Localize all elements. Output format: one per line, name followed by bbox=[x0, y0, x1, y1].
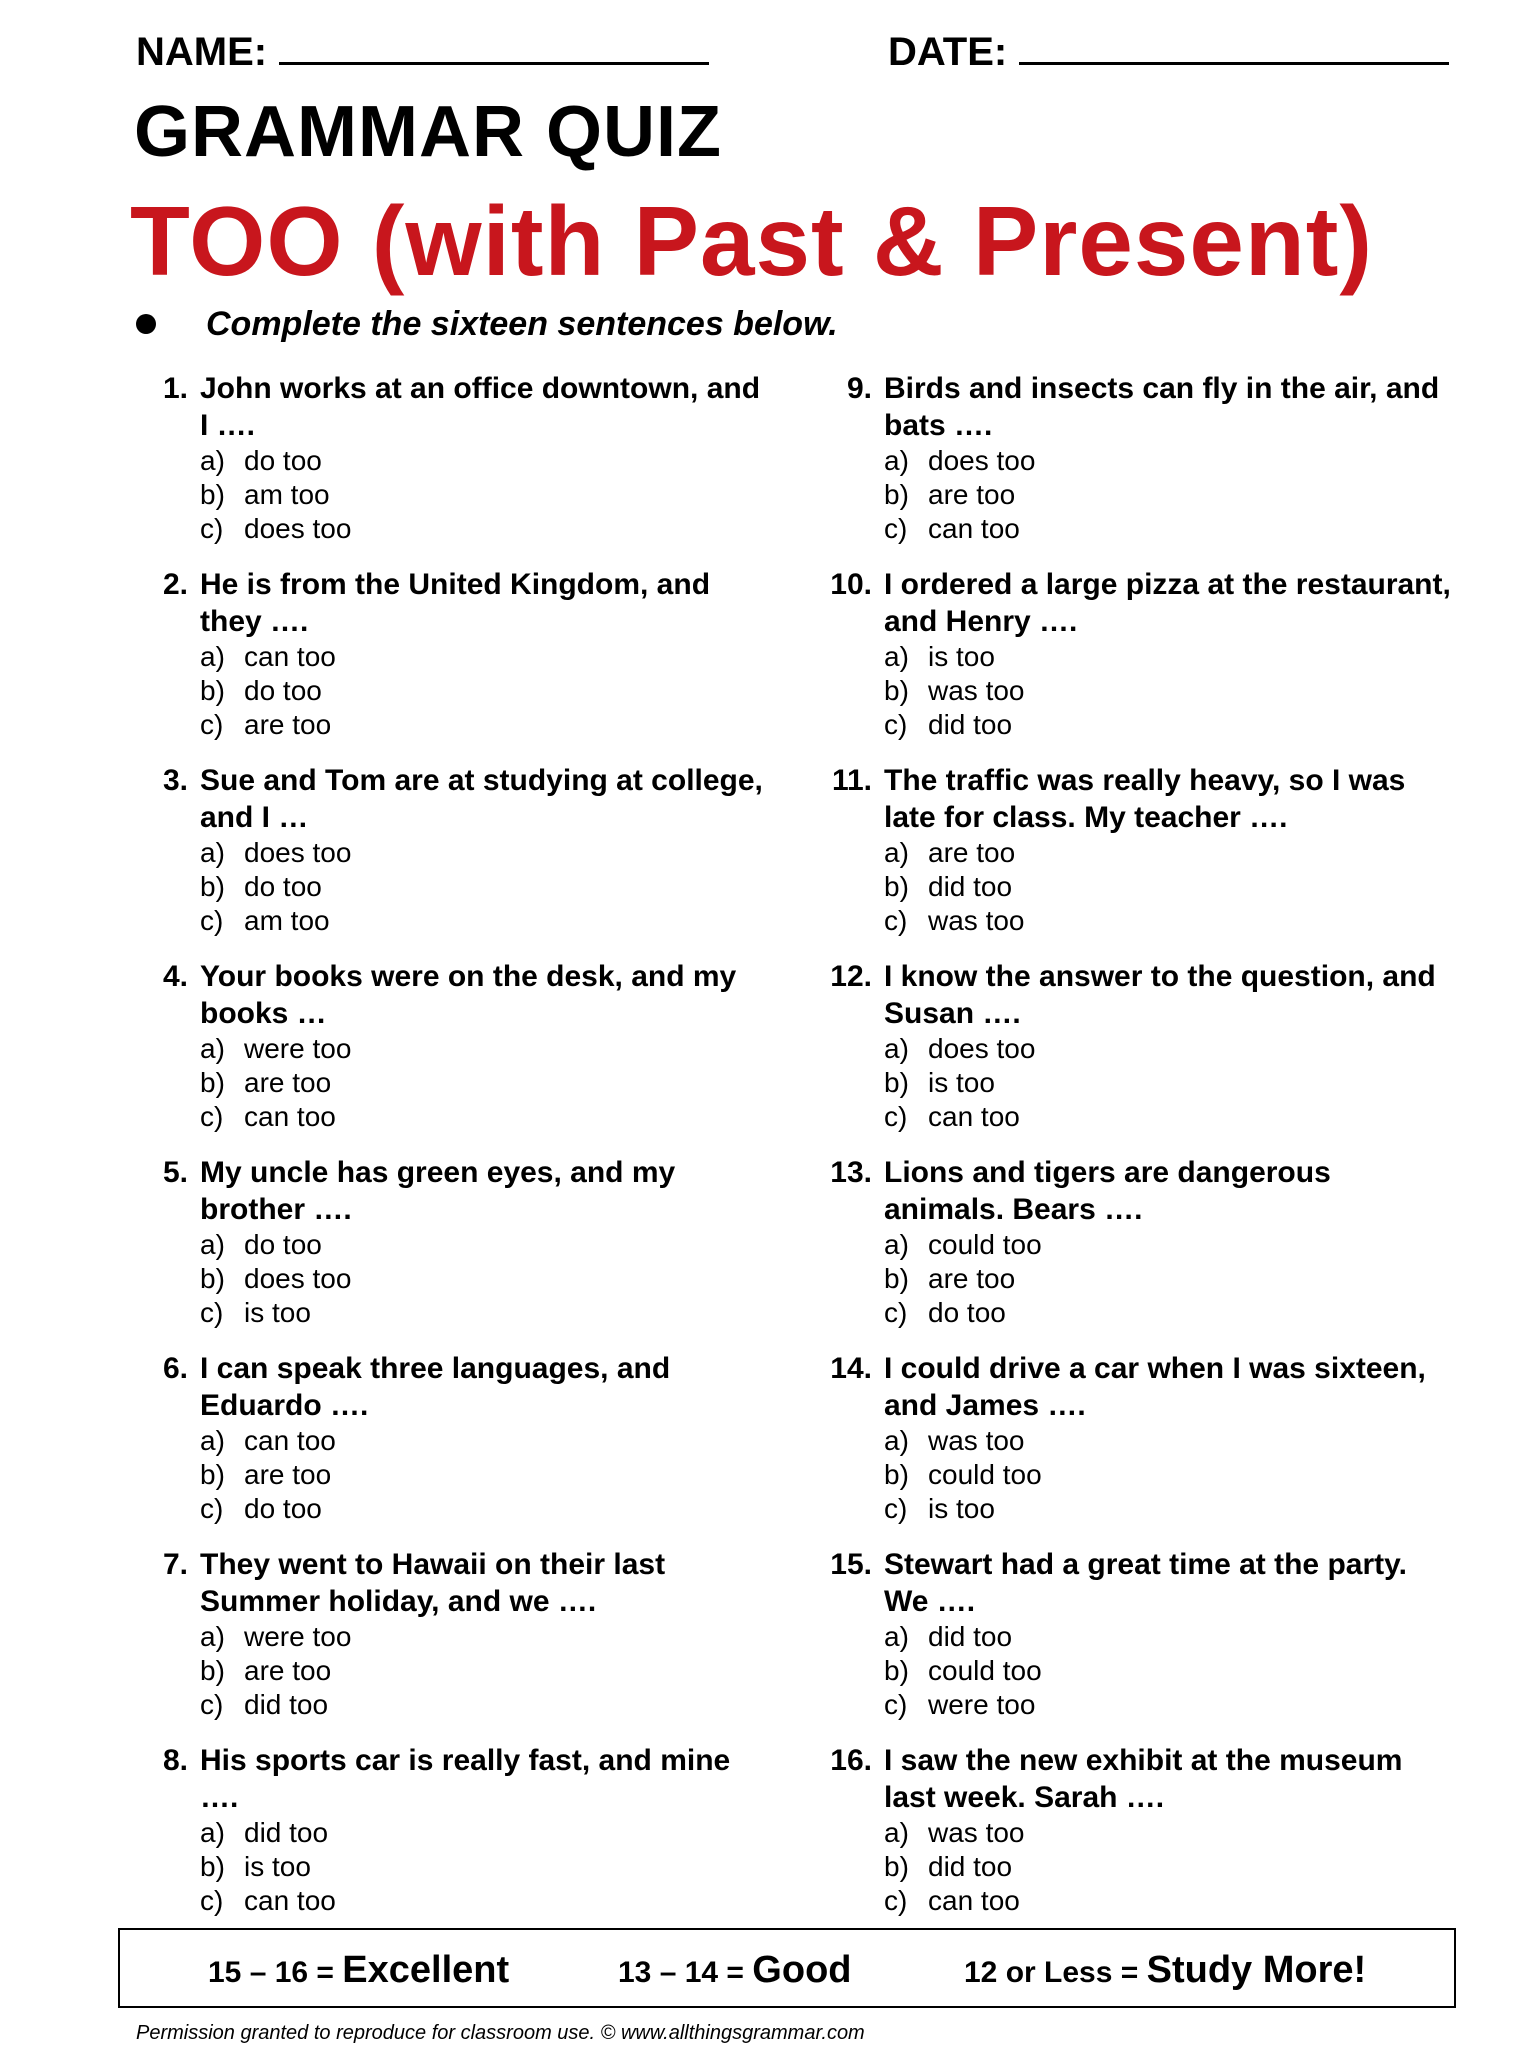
score-range: 13 – 14 = bbox=[618, 1956, 753, 1989]
question-number: 12. bbox=[830, 960, 872, 993]
question-text: Your books were on the desk, and my books … bbox=[200, 960, 737, 1030]
question-item bbox=[800, 1742, 1440, 1938]
option-text: was too bbox=[928, 1425, 1025, 1456]
answer-option bbox=[884, 1620, 1042, 1654]
option-text: do too bbox=[244, 1493, 322, 1524]
answer-option bbox=[884, 1262, 1042, 1296]
option-letter: c) bbox=[884, 1689, 908, 1720]
name-label: NAME: bbox=[136, 30, 268, 74]
question-number: 15. bbox=[830, 1548, 872, 1581]
answer-option bbox=[884, 1654, 1042, 1688]
option-text: is too bbox=[928, 1493, 995, 1524]
quiz-title: GRAMMAR QUIZ bbox=[134, 92, 722, 172]
question-item bbox=[130, 1546, 770, 1742]
answer-options bbox=[884, 1424, 1042, 1526]
answer-option bbox=[200, 1100, 351, 1134]
option-letter: a) bbox=[884, 1033, 909, 1064]
answer-options bbox=[884, 444, 1035, 546]
option-text: does too bbox=[244, 513, 352, 544]
option-letter: b) bbox=[200, 479, 225, 510]
option-text: were too bbox=[244, 1621, 352, 1652]
option-text: was too bbox=[928, 905, 1025, 936]
option-text: do too bbox=[928, 1297, 1006, 1328]
answer-option bbox=[884, 1850, 1025, 1884]
option-text: could too bbox=[928, 1459, 1042, 1490]
answer-option bbox=[200, 512, 351, 546]
option-text: is too bbox=[928, 1067, 995, 1098]
question-number: 7. bbox=[162, 1548, 188, 1581]
option-letter: a) bbox=[884, 641, 909, 672]
option-text: do too bbox=[244, 675, 322, 706]
answer-option bbox=[884, 1458, 1042, 1492]
header-row bbox=[136, 22, 1446, 82]
option-text: are too bbox=[928, 479, 1016, 510]
option-letter: b) bbox=[200, 1851, 225, 1882]
option-text: did too bbox=[244, 1689, 329, 1720]
option-letter: b) bbox=[200, 871, 225, 902]
option-letter: c) bbox=[200, 1297, 224, 1328]
answer-option bbox=[884, 1296, 1042, 1330]
answer-option bbox=[200, 1424, 336, 1458]
option-text: can too bbox=[244, 1101, 336, 1132]
option-text: can too bbox=[244, 641, 336, 672]
answer-options bbox=[884, 1228, 1042, 1330]
option-text: are too bbox=[244, 1067, 332, 1098]
question-text: I saw the new exhibit at the museum last week. Sarah …. bbox=[884, 1744, 1403, 1814]
score-range: 12 or Less = bbox=[964, 1956, 1147, 1989]
option-text: am too bbox=[244, 905, 330, 936]
option-text: could too bbox=[928, 1229, 1042, 1260]
answer-option bbox=[200, 904, 351, 938]
answer-option bbox=[200, 1620, 351, 1654]
option-letter: b) bbox=[200, 675, 225, 706]
option-text: do too bbox=[244, 871, 322, 902]
question-number: 1. bbox=[162, 372, 188, 405]
question-item bbox=[130, 566, 770, 762]
option-text: is too bbox=[244, 1851, 311, 1882]
option-letter: a) bbox=[200, 1817, 225, 1848]
option-letter: b) bbox=[884, 675, 909, 706]
option-letter: c) bbox=[884, 1297, 908, 1328]
permission-footer: Permission granted to reproduce for classroom use. © www.allthingsgrammar.com bbox=[136, 2022, 865, 2044]
answer-option bbox=[884, 904, 1025, 938]
option-letter: a) bbox=[884, 1621, 909, 1652]
option-text: are too bbox=[244, 1655, 332, 1686]
option-letter: a) bbox=[884, 1425, 909, 1456]
name-field bbox=[136, 22, 709, 82]
option-letter: a) bbox=[200, 1425, 225, 1456]
option-text: do too bbox=[244, 445, 322, 476]
answer-option bbox=[200, 1816, 336, 1850]
question-text: I can speak three languages, and Eduardo …. bbox=[200, 1352, 671, 1422]
question-text: I ordered a large pizza at the restaurant, and Henry …. bbox=[884, 568, 1451, 638]
answer-option bbox=[884, 512, 1035, 546]
scoring-box bbox=[118, 1928, 1456, 2008]
answer-option bbox=[200, 1032, 351, 1066]
name-blank-line bbox=[279, 22, 709, 65]
answer-option bbox=[884, 1228, 1042, 1262]
question-number: 16. bbox=[830, 1744, 872, 1777]
option-letter: a) bbox=[200, 1621, 225, 1652]
question-text: I could drive a car when I was sixteen, and James …. bbox=[884, 1352, 1426, 1422]
option-text: were too bbox=[244, 1033, 352, 1064]
option-text: did too bbox=[928, 1851, 1013, 1882]
option-letter: c) bbox=[884, 513, 908, 544]
questions-column-right bbox=[800, 370, 1451, 1938]
answer-option bbox=[884, 674, 1025, 708]
question-text: My uncle has green eyes, and my brother …. bbox=[200, 1156, 676, 1226]
option-letter: b) bbox=[200, 1067, 225, 1098]
question-item bbox=[130, 958, 770, 1154]
option-text: do too bbox=[244, 1229, 322, 1260]
option-text: is too bbox=[928, 641, 995, 672]
question-text: Stewart had a great time at the party. We …. bbox=[884, 1548, 1407, 1618]
option-letter: c) bbox=[200, 709, 224, 740]
answer-option bbox=[200, 1492, 336, 1526]
answer-option bbox=[884, 708, 1025, 742]
option-text: could too bbox=[928, 1655, 1042, 1686]
question-text: The traffic was really heavy, so I was late for class. My teacher …. bbox=[884, 764, 1406, 834]
answer-options bbox=[200, 836, 351, 938]
score-study-more bbox=[964, 1930, 1366, 2018]
question-item bbox=[800, 1154, 1440, 1350]
question-number: 2. bbox=[162, 568, 188, 601]
answer-option bbox=[884, 836, 1025, 870]
question-number: 13. bbox=[830, 1156, 872, 1189]
option-letter: b) bbox=[884, 1655, 909, 1686]
answer-option bbox=[884, 640, 1025, 674]
option-letter: c) bbox=[884, 1101, 908, 1132]
option-letter: b) bbox=[200, 1263, 225, 1294]
option-text: can too bbox=[928, 1885, 1020, 1916]
question-text: His sports car is really fast, and mine …. bbox=[200, 1744, 731, 1814]
date-label: DATE: bbox=[888, 30, 1008, 74]
answer-options bbox=[884, 640, 1025, 742]
question-number: 11. bbox=[831, 764, 872, 797]
question-text: I know the answer to the question, and Susan …. bbox=[884, 960, 1436, 1030]
option-text: was too bbox=[928, 1817, 1025, 1848]
question-item bbox=[130, 1350, 770, 1546]
answer-option bbox=[200, 1262, 351, 1296]
question-text: Lions and tigers are dangerous animals. Bears …. bbox=[884, 1156, 1331, 1226]
score-good bbox=[618, 1930, 852, 2018]
option-letter: a) bbox=[200, 1229, 225, 1260]
answer-option bbox=[884, 1100, 1035, 1134]
answer-option bbox=[884, 870, 1025, 904]
question-text: He is from the United Kingdom, and they …. bbox=[200, 568, 711, 638]
option-letter: b) bbox=[884, 1263, 909, 1294]
answer-option bbox=[200, 708, 336, 742]
question-item bbox=[130, 1154, 770, 1350]
option-letter: b) bbox=[884, 871, 909, 902]
question-number: 9. bbox=[846, 372, 872, 405]
question-number: 14. bbox=[830, 1352, 872, 1385]
option-letter: a) bbox=[884, 837, 909, 868]
option-letter: c) bbox=[200, 905, 224, 936]
question-number: 8. bbox=[162, 1744, 188, 1777]
answer-option bbox=[200, 1688, 351, 1722]
answer-option bbox=[200, 870, 351, 904]
score-grade: Study More! bbox=[1146, 1949, 1367, 1991]
option-text: can too bbox=[928, 1101, 1020, 1132]
option-letter: b) bbox=[884, 1851, 909, 1882]
answer-option bbox=[884, 1884, 1025, 1918]
question-item bbox=[800, 1546, 1440, 1742]
option-text: does too bbox=[244, 1263, 352, 1294]
score-excellent bbox=[208, 1930, 509, 2018]
question-text: Sue and Tom are at studying at college, and I … bbox=[200, 764, 763, 834]
option-text: are too bbox=[244, 1459, 332, 1490]
answer-option bbox=[884, 1066, 1035, 1100]
option-letter: c) bbox=[200, 1101, 224, 1132]
score-grade: Good bbox=[752, 1949, 852, 1991]
option-letter: c) bbox=[200, 1689, 224, 1720]
option-text: can too bbox=[928, 513, 1020, 544]
question-number: 3. bbox=[162, 764, 188, 797]
answer-option bbox=[200, 1458, 336, 1492]
question-item bbox=[800, 1350, 1440, 1546]
question-item bbox=[800, 762, 1440, 958]
answer-options bbox=[200, 1620, 351, 1722]
answer-option bbox=[200, 1066, 351, 1100]
option-text: is too bbox=[244, 1297, 311, 1328]
answer-option bbox=[200, 478, 351, 512]
option-text: does too bbox=[244, 837, 352, 868]
answer-option bbox=[200, 1850, 336, 1884]
score-grade: Excellent bbox=[342, 1949, 510, 1991]
answer-options bbox=[200, 1032, 351, 1134]
question-item bbox=[130, 370, 770, 566]
option-text: can too bbox=[244, 1885, 336, 1916]
option-letter: b) bbox=[884, 1459, 909, 1490]
option-letter: b) bbox=[200, 1459, 225, 1490]
question-number: 4. bbox=[162, 960, 188, 993]
answer-options bbox=[884, 1032, 1035, 1134]
bullet-icon bbox=[136, 314, 156, 334]
answer-option bbox=[884, 1424, 1042, 1458]
option-letter: a) bbox=[200, 445, 225, 476]
option-text: did too bbox=[928, 871, 1013, 902]
answer-options bbox=[200, 640, 336, 742]
question-item bbox=[800, 566, 1451, 762]
answer-options bbox=[200, 444, 351, 546]
question-item bbox=[130, 762, 770, 958]
option-text: are too bbox=[928, 837, 1016, 868]
option-letter: a) bbox=[200, 1033, 225, 1064]
option-text: does too bbox=[928, 445, 1036, 476]
option-letter: c) bbox=[884, 1493, 908, 1524]
option-text: can too bbox=[244, 1425, 336, 1456]
answer-option bbox=[200, 444, 351, 478]
question-item bbox=[130, 1742, 770, 1938]
quiz-subtitle: TOO (with Past & Present) bbox=[130, 186, 1373, 296]
option-letter: a) bbox=[200, 837, 225, 868]
option-letter: a) bbox=[884, 445, 909, 476]
answer-option bbox=[200, 674, 336, 708]
answer-option bbox=[200, 836, 351, 870]
questions-column-left bbox=[130, 370, 770, 1938]
answer-option bbox=[200, 1654, 351, 1688]
question-text: Birds and insects can fly in the air, and bats …. bbox=[884, 372, 1440, 442]
instruction bbox=[136, 302, 838, 346]
answer-option bbox=[200, 1228, 351, 1262]
answer-option bbox=[884, 1492, 1042, 1526]
option-letter: c) bbox=[200, 513, 224, 544]
option-text: did too bbox=[928, 709, 1013, 740]
option-text: am too bbox=[244, 479, 330, 510]
option-letter: a) bbox=[200, 641, 225, 672]
answer-options bbox=[884, 1816, 1025, 1918]
option-text: did too bbox=[928, 1621, 1013, 1652]
answer-option bbox=[884, 478, 1035, 512]
answer-option bbox=[200, 1884, 336, 1918]
option-text: does too bbox=[928, 1033, 1036, 1064]
option-letter: c) bbox=[884, 709, 908, 740]
answer-option bbox=[884, 1816, 1025, 1850]
instruction-text: Complete the sixteen sentences below. bbox=[206, 305, 838, 343]
answer-options bbox=[200, 1424, 336, 1526]
option-text: did too bbox=[244, 1817, 329, 1848]
option-letter: c) bbox=[884, 1885, 908, 1916]
option-letter: b) bbox=[884, 479, 909, 510]
answer-option bbox=[884, 1032, 1035, 1066]
question-item bbox=[800, 958, 1440, 1154]
option-text: were too bbox=[928, 1689, 1036, 1720]
answer-options bbox=[884, 836, 1025, 938]
question-item bbox=[800, 370, 1440, 566]
answer-option bbox=[884, 1688, 1042, 1722]
answer-option bbox=[884, 444, 1035, 478]
answer-option bbox=[200, 640, 336, 674]
question-text: They went to Hawaii on their last Summer holiday, and we …. bbox=[200, 1548, 666, 1618]
answer-option bbox=[200, 1296, 351, 1330]
option-letter: a) bbox=[884, 1817, 909, 1848]
date-field bbox=[888, 22, 1449, 82]
answer-options bbox=[884, 1620, 1042, 1722]
option-text: are too bbox=[244, 709, 332, 740]
question-number: 6. bbox=[162, 1352, 188, 1385]
answer-options bbox=[200, 1816, 336, 1918]
option-letter: b) bbox=[200, 1655, 225, 1686]
option-letter: b) bbox=[884, 1067, 909, 1098]
option-letter: c) bbox=[200, 1885, 224, 1916]
option-letter: c) bbox=[200, 1493, 224, 1524]
question-number: 5. bbox=[162, 1156, 188, 1189]
date-blank-line bbox=[1019, 22, 1449, 65]
option-text: was too bbox=[928, 675, 1025, 706]
question-number: 10. bbox=[830, 568, 872, 601]
option-text: are too bbox=[928, 1263, 1016, 1294]
option-letter: a) bbox=[884, 1229, 909, 1260]
question-text: John works at an office downtown, and I …. bbox=[200, 372, 761, 442]
option-letter: c) bbox=[884, 905, 908, 936]
answer-options bbox=[200, 1228, 351, 1330]
score-range: 15 – 16 = bbox=[208, 1956, 343, 1989]
